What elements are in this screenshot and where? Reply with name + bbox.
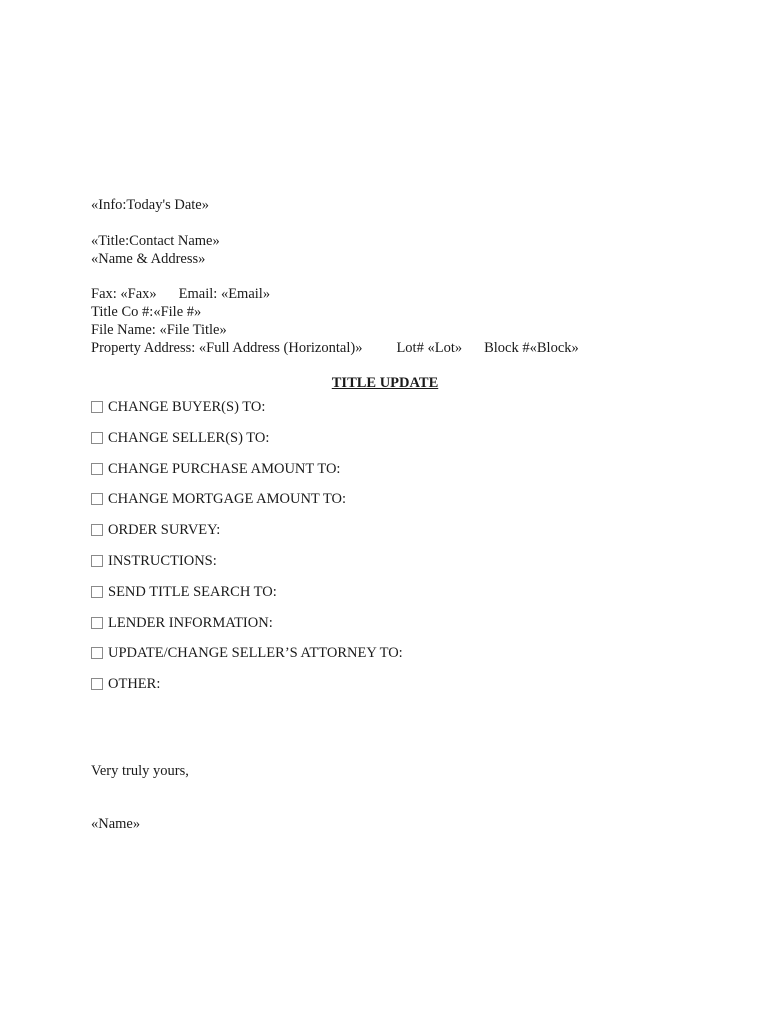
checkbox[interactable] — [91, 678, 103, 690]
email-field: Email: «Email» — [178, 286, 271, 302]
option-row[interactable] — [91, 398, 265, 416]
option-label: INSTRUCTIONS: — [108, 552, 217, 569]
checkbox[interactable] — [91, 524, 103, 536]
checkbox[interactable] — [91, 432, 103, 444]
option-row[interactable] — [91, 675, 160, 693]
file-name-line: File Name: «File Title» — [91, 322, 227, 338]
option-row[interactable] — [91, 429, 269, 447]
checkbox[interactable] — [91, 586, 103, 598]
document-title: TITLE UPDATE — [331, 375, 439, 391]
option-label: UPDATE/CHANGE SELLER’S ATTORNEY TO: — [108, 644, 403, 661]
date-line: «Info:Today's Date» — [91, 197, 209, 213]
option-label: ORDER SURVEY: — [108, 521, 221, 538]
option-row[interactable] — [91, 614, 273, 632]
title-co-line: Title Co #:«File #» — [91, 304, 202, 320]
option-label: CHANGE MORTGAGE AMOUNT TO: — [108, 490, 346, 507]
option-row[interactable] — [91, 521, 220, 539]
option-label: CHANGE BUYER(S) TO: — [108, 398, 266, 415]
checkbox[interactable] — [91, 647, 103, 659]
option-label: OTHER: — [108, 675, 161, 692]
option-label: CHANGE PURCHASE AMOUNT TO: — [108, 460, 341, 477]
property-address-field: Property Address: «Full Address (Horizontal)» — [91, 340, 363, 356]
option-label: CHANGE SELLER(S) TO: — [108, 429, 270, 446]
checkbox[interactable] — [91, 463, 103, 475]
contact-name-line: «Title:Contact Name» — [91, 233, 220, 249]
option-row[interactable] — [91, 460, 340, 478]
option-row[interactable] — [91, 490, 346, 508]
block-field: Block #«Block» — [484, 340, 579, 356]
option-row[interactable] — [91, 583, 277, 601]
fax-field: Fax: «Fax» — [91, 286, 157, 302]
checkbox[interactable] — [91, 617, 103, 629]
option-label: SEND TITLE SEARCH TO: — [108, 583, 277, 600]
option-row[interactable] — [91, 552, 217, 570]
checkbox[interactable] — [91, 493, 103, 505]
signature-name: «Name» — [91, 816, 141, 832]
closing-salutation: Very truly yours, — [91, 763, 189, 779]
lot-field: Lot# «Lot» — [396, 340, 463, 356]
checkbox[interactable] — [91, 401, 103, 413]
checkbox[interactable] — [91, 555, 103, 567]
property-line — [91, 339, 579, 357]
option-label: LENDER INFORMATION: — [108, 614, 273, 631]
name-address-line: «Name & Address» — [91, 251, 206, 267]
option-row[interactable] — [91, 644, 403, 662]
fax-email-line — [91, 285, 270, 303]
